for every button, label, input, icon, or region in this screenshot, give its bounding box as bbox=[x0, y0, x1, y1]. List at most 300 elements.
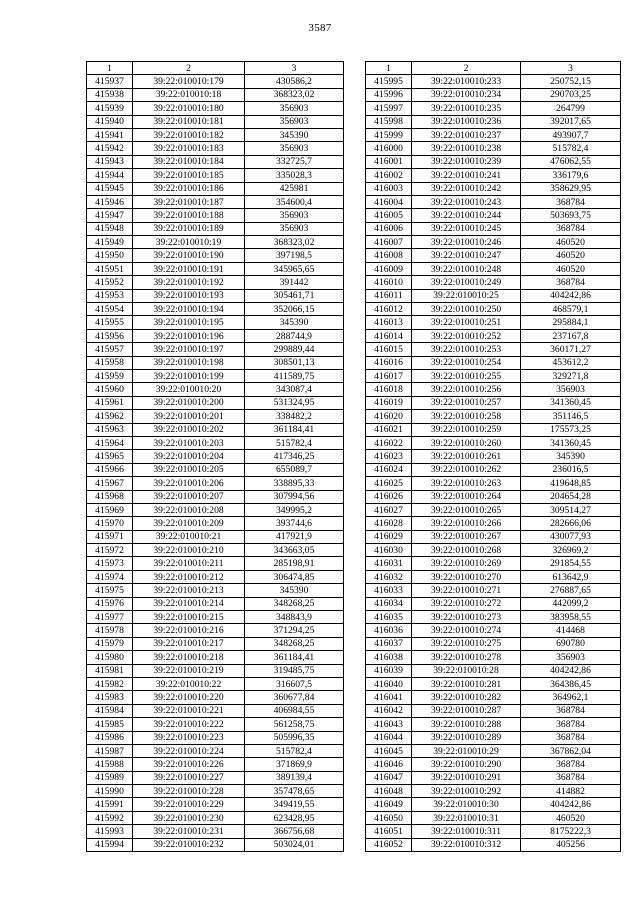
row-number-cell: 415966 bbox=[87, 463, 133, 476]
value-cell: 371294,25 bbox=[245, 624, 344, 637]
cadastral-number-cell: 39:22:010010:187 bbox=[133, 195, 245, 208]
table-row bbox=[87, 611, 344, 624]
value-cell: 383958,55 bbox=[521, 611, 621, 624]
table-row bbox=[366, 691, 621, 704]
row-number-cell: 415981 bbox=[87, 664, 133, 677]
table-row bbox=[366, 718, 621, 731]
cadastral-number-cell: 39:22:010010:263 bbox=[412, 477, 521, 490]
table-row bbox=[87, 624, 344, 637]
value-cell: 367862,04 bbox=[521, 744, 621, 757]
value-cell: 531324,95 bbox=[245, 396, 344, 409]
table-row bbox=[366, 169, 621, 182]
value-cell: 357478,65 bbox=[245, 785, 344, 798]
table-row bbox=[366, 597, 621, 610]
table-row bbox=[87, 289, 344, 302]
value-cell: 515782,4 bbox=[245, 744, 344, 757]
table-row bbox=[87, 731, 344, 744]
row-number-cell: 416035 bbox=[366, 611, 412, 624]
row-number-cell: 415972 bbox=[87, 544, 133, 557]
row-number-cell: 416005 bbox=[366, 209, 412, 222]
value-cell: 250752,15 bbox=[521, 75, 621, 88]
row-number-cell: 416046 bbox=[366, 758, 412, 771]
table-row bbox=[87, 597, 344, 610]
value-cell: 348843,9 bbox=[245, 611, 344, 624]
value-cell: 285198,91 bbox=[245, 557, 344, 570]
table-row bbox=[87, 544, 344, 557]
row-number-cell: 416039 bbox=[366, 664, 412, 677]
table-row bbox=[87, 744, 344, 757]
row-number-cell: 415995 bbox=[366, 75, 412, 88]
row-number-cell: 416003 bbox=[366, 182, 412, 195]
value-cell: 468579,1 bbox=[521, 303, 621, 316]
row-number-cell: 416045 bbox=[366, 744, 412, 757]
table-row bbox=[87, 262, 344, 275]
table-row bbox=[366, 624, 621, 637]
cadastral-number-cell: 39:22:010010:212 bbox=[133, 570, 245, 583]
value-cell: 368784 bbox=[521, 718, 621, 731]
cadastral-number-cell: 39:22:010010:273 bbox=[412, 611, 521, 624]
row-number-cell: 416018 bbox=[366, 383, 412, 396]
row-number-cell: 416033 bbox=[366, 584, 412, 597]
table-row bbox=[87, 677, 344, 690]
value-cell: 349419,55 bbox=[245, 798, 344, 811]
value-cell: 349995,2 bbox=[245, 503, 344, 516]
table-row bbox=[366, 637, 621, 650]
cadastral-number-cell: 39:22:010010:207 bbox=[133, 490, 245, 503]
value-cell: 336179,6 bbox=[521, 169, 621, 182]
value-cell: 430586,2 bbox=[245, 75, 344, 88]
row-number-cell: 415991 bbox=[87, 798, 133, 811]
value-cell: 356903 bbox=[245, 142, 344, 155]
table-row bbox=[87, 503, 344, 516]
table-row bbox=[366, 289, 621, 302]
value-cell: 503024,01 bbox=[245, 838, 344, 851]
cadastral-number-cell: 39:22:010010:210 bbox=[133, 544, 245, 557]
row-number-cell: 415985 bbox=[87, 718, 133, 731]
table-row bbox=[87, 329, 344, 342]
table-row bbox=[366, 450, 621, 463]
value-cell: 392017,65 bbox=[521, 115, 621, 128]
value-cell: 361184,41 bbox=[245, 423, 344, 436]
row-number-cell: 416048 bbox=[366, 785, 412, 798]
cadastral-number-cell: 39:22:010010:261 bbox=[412, 450, 521, 463]
table-row bbox=[87, 396, 344, 409]
cadastral-number-cell: 39:22:010010:228 bbox=[133, 785, 245, 798]
cadastral-number-cell: 39:22:010010:223 bbox=[133, 731, 245, 744]
value-cell: 341360,45 bbox=[521, 396, 621, 409]
table-row bbox=[366, 303, 621, 316]
cadastral-number-cell: 39:22:010010:186 bbox=[133, 182, 245, 195]
cadastral-number-cell: 39:22:010010:257 bbox=[412, 396, 521, 409]
value-cell: 505996,35 bbox=[245, 731, 344, 744]
cadastral-number-cell: 39:22:010010:31 bbox=[412, 811, 521, 824]
table-row bbox=[87, 423, 344, 436]
table-row bbox=[87, 115, 344, 128]
value-cell: 366756,68 bbox=[245, 825, 344, 838]
row-number-cell: 416017 bbox=[366, 369, 412, 382]
row-number-cell: 415959 bbox=[87, 369, 133, 382]
row-number-cell: 416028 bbox=[366, 517, 412, 530]
cadastral-number-cell: 39:22:010010:205 bbox=[133, 463, 245, 476]
table-row bbox=[87, 570, 344, 583]
table-row bbox=[87, 369, 344, 382]
value-cell: 368784 bbox=[521, 276, 621, 289]
value-cell: 306474,85 bbox=[245, 570, 344, 583]
cadastral-number-cell: 39:22:010010:180 bbox=[133, 102, 245, 115]
cadastral-number-cell: 39:22:010010:18 bbox=[133, 88, 245, 101]
table-row bbox=[87, 356, 344, 369]
value-cell: 411589,75 bbox=[245, 369, 344, 382]
value-cell: 356903 bbox=[245, 222, 344, 235]
cadastral-number-cell: 39:22:010010:184 bbox=[133, 155, 245, 168]
cadastral-number-cell: 39:22:010010:235 bbox=[412, 102, 521, 115]
page-number: 3587 bbox=[308, 22, 332, 34]
table-row bbox=[366, 276, 621, 289]
row-number-cell: 415994 bbox=[87, 838, 133, 851]
table-row bbox=[87, 463, 344, 476]
value-cell: 345390 bbox=[245, 128, 344, 141]
table-row bbox=[87, 155, 344, 168]
cadastral-number-cell: 39:22:010010:19 bbox=[133, 236, 245, 249]
row-number-cell: 416013 bbox=[366, 316, 412, 329]
value-cell: 368784 bbox=[521, 195, 621, 208]
table-row bbox=[87, 651, 344, 664]
table-row bbox=[87, 758, 344, 771]
cadastral-number-cell: 39:22:010010:266 bbox=[412, 517, 521, 530]
value-cell: 348268,25 bbox=[245, 597, 344, 610]
table-row bbox=[366, 477, 621, 490]
value-cell: 368784 bbox=[521, 771, 621, 784]
table-row bbox=[366, 343, 621, 356]
row-number-cell: 416052 bbox=[366, 838, 412, 851]
value-cell: 204654,28 bbox=[521, 490, 621, 503]
cadastral-number-cell: 39:22:010010:220 bbox=[133, 691, 245, 704]
value-cell: 329271,8 bbox=[521, 369, 621, 382]
value-cell: 515782,4 bbox=[521, 142, 621, 155]
table-row bbox=[366, 356, 621, 369]
table-row bbox=[87, 222, 344, 235]
table-row bbox=[87, 584, 344, 597]
cadastral-number-cell: 39:22:010010:219 bbox=[133, 664, 245, 677]
value-cell: 299889,44 bbox=[245, 343, 344, 356]
table-row bbox=[366, 236, 621, 249]
table-row bbox=[87, 195, 344, 208]
row-number-cell: 415956 bbox=[87, 329, 133, 342]
table-row bbox=[366, 316, 621, 329]
value-cell: 307994,56 bbox=[245, 490, 344, 503]
cadastral-number-cell: 39:22:010010:213 bbox=[133, 584, 245, 597]
table-row bbox=[366, 530, 621, 543]
cadastral-number-cell: 39:22:010010:221 bbox=[133, 704, 245, 717]
value-cell: 348268,25 bbox=[245, 637, 344, 650]
value-cell: 356903 bbox=[245, 209, 344, 222]
row-number-cell: 415955 bbox=[87, 316, 133, 329]
table-row bbox=[87, 236, 344, 249]
cadastral-number-cell: 39:22:010010:282 bbox=[412, 691, 521, 704]
value-cell: 414882 bbox=[521, 785, 621, 798]
value-cell: 360171,27 bbox=[521, 343, 621, 356]
value-cell: 237167,8 bbox=[521, 329, 621, 342]
cadastral-number-cell: 39:22:010010:198 bbox=[133, 356, 245, 369]
row-number-cell: 416026 bbox=[366, 490, 412, 503]
value-cell: 368323,02 bbox=[245, 88, 344, 101]
table-row bbox=[87, 182, 344, 195]
row-number-cell: 416031 bbox=[366, 557, 412, 570]
row-number-cell: 415984 bbox=[87, 704, 133, 717]
row-number-cell: 416009 bbox=[366, 262, 412, 275]
cadastral-number-cell: 39:22:010010:242 bbox=[412, 182, 521, 195]
row-number-cell: 415969 bbox=[87, 503, 133, 516]
row-number-cell: 416037 bbox=[366, 637, 412, 650]
cadastral-number-cell: 39:22:010010:185 bbox=[133, 169, 245, 182]
value-cell: 338895,33 bbox=[245, 477, 344, 490]
cadastral-number-cell: 39:22:010010:179 bbox=[133, 75, 245, 88]
cadastral-number-cell: 39:22:010010:190 bbox=[133, 249, 245, 262]
table-row bbox=[87, 477, 344, 490]
table-row bbox=[87, 383, 344, 396]
row-number-cell: 415952 bbox=[87, 276, 133, 289]
value-cell: 309514,27 bbox=[521, 503, 621, 516]
table-row bbox=[366, 811, 621, 824]
row-number-cell: 415953 bbox=[87, 289, 133, 302]
cadastral-number-cell: 39:22:010010:195 bbox=[133, 316, 245, 329]
cadastral-number-cell: 39:22:010010:209 bbox=[133, 517, 245, 530]
row-number-cell: 416014 bbox=[366, 329, 412, 342]
table-row bbox=[87, 530, 344, 543]
value-cell: 345390 bbox=[521, 450, 621, 463]
value-cell: 291854,55 bbox=[521, 557, 621, 570]
value-cell: 419648,85 bbox=[521, 477, 621, 490]
table-row bbox=[366, 544, 621, 557]
value-cell: 561258,75 bbox=[245, 718, 344, 731]
row-number-cell: 415945 bbox=[87, 182, 133, 195]
cadastral-number-cell: 39:22:010010:28 bbox=[412, 664, 521, 677]
table-row bbox=[87, 704, 344, 717]
table-row bbox=[366, 651, 621, 664]
cadastral-number-cell: 39:22:010010:204 bbox=[133, 450, 245, 463]
column-header: 2 bbox=[133, 62, 245, 75]
row-number-cell: 416042 bbox=[366, 704, 412, 717]
value-cell: 405256 bbox=[521, 838, 621, 851]
table-row bbox=[87, 490, 344, 503]
cadastral-number-cell: 39:22:010010:231 bbox=[133, 825, 245, 838]
row-number-cell: 415973 bbox=[87, 557, 133, 570]
row-number-cell: 415942 bbox=[87, 142, 133, 155]
row-number-cell: 415949 bbox=[87, 236, 133, 249]
cadastral-number-cell: 39:22:010010:254 bbox=[412, 356, 521, 369]
table-row bbox=[366, 731, 621, 744]
table-row bbox=[366, 704, 621, 717]
row-number-cell: 416000 bbox=[366, 142, 412, 155]
cadastral-number-cell: 39:22:010010:288 bbox=[412, 718, 521, 731]
cadastral-number-cell: 39:22:010010:291 bbox=[412, 771, 521, 784]
row-number-cell: 416043 bbox=[366, 718, 412, 731]
table-row bbox=[366, 785, 621, 798]
table-row bbox=[366, 798, 621, 811]
table-row bbox=[87, 718, 344, 731]
cadastral-number-cell: 39:22:010010:237 bbox=[412, 128, 521, 141]
value-cell: 417921,9 bbox=[245, 530, 344, 543]
table-row bbox=[87, 436, 344, 449]
cadastral-number-cell: 39:22:010010:226 bbox=[133, 758, 245, 771]
row-number-cell: 416010 bbox=[366, 276, 412, 289]
table-row bbox=[366, 142, 621, 155]
table-row bbox=[366, 222, 621, 235]
value-cell: 453612,2 bbox=[521, 356, 621, 369]
cadastral-number-cell: 39:22:010010:29 bbox=[412, 744, 521, 757]
cadastral-number-cell: 39:22:010010:232 bbox=[133, 838, 245, 851]
cadastral-number-cell: 39:22:010010:259 bbox=[412, 423, 521, 436]
row-number-cell: 415996 bbox=[366, 88, 412, 101]
row-number-cell: 415962 bbox=[87, 410, 133, 423]
row-number-cell: 415941 bbox=[87, 128, 133, 141]
row-number-cell: 416022 bbox=[366, 436, 412, 449]
value-cell: 338482,2 bbox=[245, 410, 344, 423]
value-cell: 345390 bbox=[245, 584, 344, 597]
cadastral-number-cell: 39:22:010010:238 bbox=[412, 142, 521, 155]
cadastral-number-cell: 39:22:010010:202 bbox=[133, 423, 245, 436]
cadastral-number-cell: 39:22:010010:249 bbox=[412, 276, 521, 289]
value-cell: 397198,5 bbox=[245, 249, 344, 262]
header-row bbox=[87, 62, 344, 75]
cadastral-number-cell: 39:22:010010:275 bbox=[412, 637, 521, 650]
row-number-cell: 415982 bbox=[87, 677, 133, 690]
cadastral-number-cell: 39:22:010010:30 bbox=[412, 798, 521, 811]
value-cell: 354600,4 bbox=[245, 195, 344, 208]
cadastral-number-cell: 39:22:010010:197 bbox=[133, 343, 245, 356]
table-row bbox=[87, 88, 344, 101]
table-row bbox=[87, 249, 344, 262]
table-row bbox=[366, 584, 621, 597]
value-cell: 368784 bbox=[521, 222, 621, 235]
value-cell: 623428,95 bbox=[245, 811, 344, 824]
row-number-cell: 415963 bbox=[87, 423, 133, 436]
cadastral-number-cell: 39:22:010010:230 bbox=[133, 811, 245, 824]
row-number-cell: 416006 bbox=[366, 222, 412, 235]
table-row bbox=[366, 611, 621, 624]
row-number-cell: 415954 bbox=[87, 303, 133, 316]
value-cell: 288744,9 bbox=[245, 329, 344, 342]
value-cell: 425981 bbox=[245, 182, 344, 195]
cadastral-number-cell: 39:22:010010:244 bbox=[412, 209, 521, 222]
table-row bbox=[87, 303, 344, 316]
table-row bbox=[366, 503, 621, 516]
cadastral-number-cell: 39:22:010010:268 bbox=[412, 544, 521, 557]
cadastral-number-cell: 39:22:010010:206 bbox=[133, 477, 245, 490]
row-number-cell: 416030 bbox=[366, 544, 412, 557]
column-header: 1 bbox=[87, 62, 133, 75]
row-number-cell: 415940 bbox=[87, 115, 133, 128]
row-number-cell: 415976 bbox=[87, 597, 133, 610]
row-number-cell: 416001 bbox=[366, 155, 412, 168]
table-row bbox=[366, 115, 621, 128]
table-row bbox=[87, 771, 344, 784]
row-number-cell: 415967 bbox=[87, 477, 133, 490]
cadastral-number-cell: 39:22:010010:193 bbox=[133, 289, 245, 302]
value-cell: 295884,1 bbox=[521, 316, 621, 329]
row-number-cell: 415997 bbox=[366, 102, 412, 115]
row-number-cell: 415999 bbox=[366, 128, 412, 141]
row-number-cell: 415975 bbox=[87, 584, 133, 597]
value-cell: 356903 bbox=[521, 383, 621, 396]
value-cell: 356903 bbox=[245, 102, 344, 115]
value-cell: 368784 bbox=[521, 704, 621, 717]
row-number-cell: 416025 bbox=[366, 477, 412, 490]
value-cell: 391442 bbox=[245, 276, 344, 289]
cadastral-number-cell: 39:22:010010:245 bbox=[412, 222, 521, 235]
row-number-cell: 415961 bbox=[87, 396, 133, 409]
value-cell: 326969,2 bbox=[521, 544, 621, 557]
table-row bbox=[366, 88, 621, 101]
value-cell: 316607,5 bbox=[245, 677, 344, 690]
registry-table-right bbox=[365, 61, 621, 852]
value-cell: 393744,6 bbox=[245, 517, 344, 530]
value-cell: 332725,7 bbox=[245, 155, 344, 168]
value-cell: 430077,93 bbox=[521, 530, 621, 543]
value-cell: 345390 bbox=[245, 316, 344, 329]
value-cell: 351146,5 bbox=[521, 410, 621, 423]
row-number-cell: 415946 bbox=[87, 195, 133, 208]
cadastral-number-cell: 39:22:010010:274 bbox=[412, 624, 521, 637]
cadastral-number-cell: 39:22:010010:234 bbox=[412, 88, 521, 101]
value-cell: 460520 bbox=[521, 811, 621, 824]
row-number-cell: 415965 bbox=[87, 450, 133, 463]
table-row bbox=[87, 785, 344, 798]
cadastral-number-cell: 39:22:010010:253 bbox=[412, 343, 521, 356]
table-row bbox=[366, 517, 621, 530]
table-row bbox=[366, 490, 621, 503]
table-row bbox=[87, 838, 344, 851]
row-number-cell: 415948 bbox=[87, 222, 133, 235]
cadastral-number-cell: 39:22:010010:189 bbox=[133, 222, 245, 235]
value-cell: 335028,3 bbox=[245, 169, 344, 182]
value-cell: 655089,7 bbox=[245, 463, 344, 476]
table-row bbox=[366, 262, 621, 275]
table-row bbox=[366, 195, 621, 208]
column-header: 2 bbox=[412, 62, 521, 75]
table-row bbox=[87, 209, 344, 222]
row-number-cell: 416029 bbox=[366, 530, 412, 543]
row-number-cell: 416016 bbox=[366, 356, 412, 369]
cadastral-number-cell: 39:22:010010:255 bbox=[412, 369, 521, 382]
row-number-cell: 416023 bbox=[366, 450, 412, 463]
cadastral-number-cell: 39:22:010010:208 bbox=[133, 503, 245, 516]
value-cell: 613642,9 bbox=[521, 570, 621, 583]
table-row bbox=[366, 838, 621, 851]
table-row bbox=[366, 383, 621, 396]
row-number-cell: 415974 bbox=[87, 570, 133, 583]
cadastral-number-cell: 39:22:010010:258 bbox=[412, 410, 521, 423]
cadastral-number-cell: 39:22:010010:200 bbox=[133, 396, 245, 409]
table-row bbox=[366, 209, 621, 222]
column-header: 3 bbox=[521, 62, 621, 75]
row-number-cell: 416012 bbox=[366, 303, 412, 316]
table-row bbox=[87, 169, 344, 182]
row-number-cell: 415998 bbox=[366, 115, 412, 128]
row-number-cell: 415986 bbox=[87, 731, 133, 744]
cadastral-number-cell: 39:22:010010:236 bbox=[412, 115, 521, 128]
row-number-cell: 415979 bbox=[87, 637, 133, 650]
cadastral-number-cell: 39:22:010010:251 bbox=[412, 316, 521, 329]
row-number-cell: 416040 bbox=[366, 677, 412, 690]
cadastral-number-cell: 39:22:010010:20 bbox=[133, 383, 245, 396]
value-cell: 460520 bbox=[521, 262, 621, 275]
cadastral-number-cell: 39:22:010010:269 bbox=[412, 557, 521, 570]
cadastral-number-cell: 39:22:010010:289 bbox=[412, 731, 521, 744]
cadastral-number-cell: 39:22:010010:217 bbox=[133, 637, 245, 650]
row-number-cell: 416041 bbox=[366, 691, 412, 704]
value-cell: 276887,65 bbox=[521, 584, 621, 597]
